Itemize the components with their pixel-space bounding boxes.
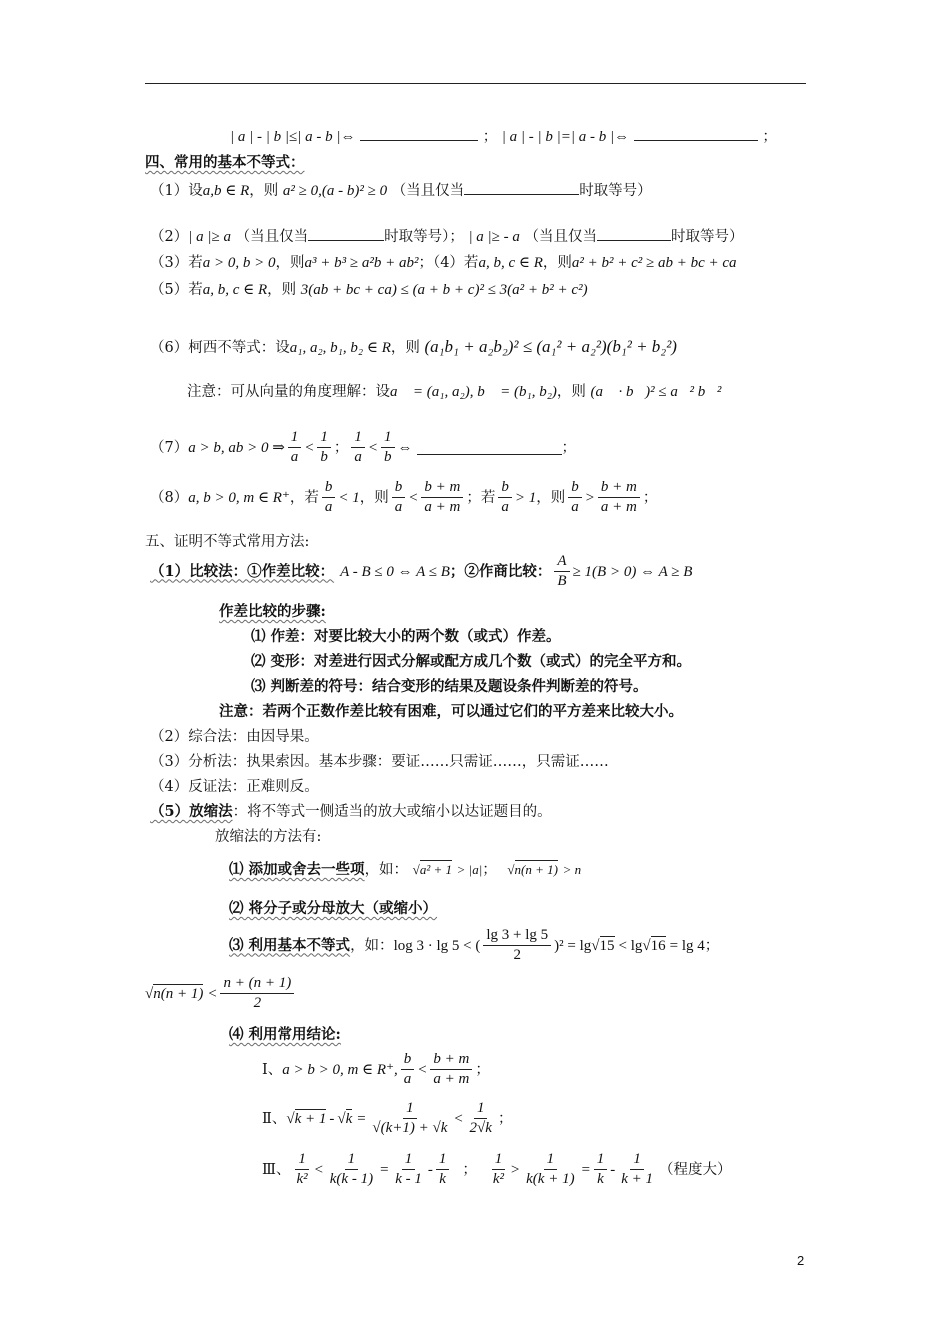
- roman-numeral: Ⅲ、: [262, 1161, 291, 1178]
- step-1: ⑴ 作差：对要比较大小的两个数（或式）作差。: [251, 628, 561, 645]
- formula: ⇔: [397, 439, 413, 456]
- formula: <: [207, 985, 218, 1002]
- fraction: $\frac{b + m}{a + m}$: [421, 478, 463, 517]
- text: ，则: [390, 340, 420, 356]
- scaling-3-cont: √n(n + 1) < $\frac{n + (n + 1)}{2}$: [145, 974, 297, 1013]
- fraction: $\frac{1}{k - 1}$: [395, 1151, 422, 1187]
- text: ，则: [536, 489, 566, 506]
- step-2: ⑵ 变形：对差进行因式分解或配方成几个数（或式）的完全平方和。: [251, 653, 692, 670]
- formula: =: [379, 1161, 390, 1178]
- formula: a, b > 0, m ∈ R⁺: [188, 489, 290, 506]
- abs-inequality-line: [230, 126, 777, 147]
- punct: ；: [462, 1161, 477, 1178]
- fraction: $\frac{b + m}{a + m}$: [598, 478, 640, 517]
- fraction: $\frac{1}{a}$: [351, 428, 365, 467]
- text: （6）柯西不等式：设: [150, 340, 290, 356]
- item-8: （8） a, b > 0, m ∈ R⁺ ，若 $\frac{b}{a}$ < 1 ，则 $\frac{b}{a}$ < $\frac{b + m}{a + m}$ ；若 $\frac{b}{a}$ > 1 ，则 $\frac{b}{a}$ > $\frac{b + m}{a + m}$ ；: [150, 479, 658, 515]
- fraction: $\frac{\lg 3 + \lg 5}{2}$: [483, 926, 551, 965]
- formula: a, b, c ∈ R: [202, 282, 268, 298]
- text: ；若: [466, 489, 496, 506]
- item-2: [150, 226, 744, 247]
- scaling-3: ⑶ 利用基本不等式 ，如： log 3 · lg 5 < ( $\frac{\lg 3 + \lg 5}{2}$ )² = lg √15 < lg √16 = lg 4 ；: [229, 927, 720, 963]
- punct: ；: [561, 439, 577, 456]
- punct: ；: [642, 489, 658, 506]
- formula: =: [580, 1161, 591, 1178]
- fraction: $\frac{b}{a}$: [392, 478, 406, 517]
- formula: a² + b² + c² ≥ ab + bc + ca: [571, 255, 737, 271]
- formula: <: [417, 1061, 428, 1078]
- punct: ；: [482, 862, 497, 878]
- formula: < lg: [618, 937, 643, 954]
- formula: a² ≥ 0,(a - b)² ≥ 0: [282, 183, 388, 199]
- fraction: $\frac{1}{k}$: [436, 1150, 450, 1189]
- formula: a > b, ab > 0 ⇒: [188, 439, 285, 456]
- blank-6[interactable]: [417, 440, 562, 455]
- punct: ；: [762, 129, 777, 145]
- item-1: [150, 180, 652, 201]
- section-5-heading: 五、证明不等式常用方法:: [145, 534, 310, 550]
- formula: a > b > 0, m ∈ R⁺,: [282, 1061, 398, 1078]
- fraction: $\frac{b}{a}$: [568, 478, 582, 517]
- fraction: $\frac{1}{b}$: [317, 428, 331, 467]
- formula: a⃗ = (a₁, a₂), b⃗ = (b₁, b₂): [390, 384, 557, 400]
- fraction: $\frac{1}{\text{k²}}$: [492, 1151, 505, 1187]
- method-2: （2）综合法：由因导果。: [150, 729, 319, 745]
- formula: -: [610, 1161, 616, 1178]
- formula: < 1: [338, 489, 360, 506]
- text: ，则: [249, 183, 279, 199]
- fraction: $\frac{n + (n + 1)}{2}$: [220, 974, 294, 1013]
- text: （7）: [150, 439, 189, 456]
- item-7: （7） a > b, ab > 0 ⇒ $\frac{1}{a}$ < $\frac{1}{b}$ ； $\frac{1}{a}$ < $\frac{1}{b}$ ⇔ ；: [150, 429, 577, 465]
- fraction: $\frac{b}{a}$: [322, 478, 336, 517]
- formula: > n: [562, 862, 582, 877]
- formula: A - B ≤ 0 ⇔ A ≤ B: [340, 563, 450, 580]
- formula: > 1: [514, 489, 537, 506]
- blank-2[interactable]: [634, 126, 758, 141]
- method-1: [150, 552, 692, 591]
- item-6-cauchy: [150, 337, 677, 358]
- text: ，则: [556, 384, 586, 400]
- text: 时取等号）；: [384, 229, 464, 245]
- formula: > |a|: [456, 862, 483, 877]
- fraction: $\frac{1}{b}$: [381, 428, 395, 467]
- fraction: $\frac{1}{√(k+1) + √k}$: [372, 1100, 448, 1136]
- text: 注意：可从向量的角度理解：设: [187, 384, 390, 400]
- formula: <: [453, 1110, 464, 1127]
- formula: log 3 · lg 5 < (: [393, 937, 481, 954]
- formula: <: [313, 1161, 324, 1178]
- formula: >: [510, 1161, 521, 1178]
- text: （程度大）: [658, 1161, 732, 1178]
- text: ，则: [275, 255, 305, 271]
- text: ，则: [267, 282, 297, 298]
- formula: -: [329, 1110, 335, 1127]
- text: （2）: [150, 229, 189, 245]
- scaling-1: ⑴ 添加或舍去一些项，如： √a² + 1 > |a|； √n(n + 1) > n: [229, 861, 582, 878]
- scaling-4: ⑷ 利用常用结论:: [229, 1026, 341, 1043]
- text: （当且仅当: [524, 229, 598, 245]
- formula: | a |≥ a: [188, 229, 231, 245]
- text: （当且仅当: [391, 183, 465, 199]
- formula: -: [427, 1161, 433, 1178]
- text: ，若: [289, 489, 319, 506]
- blank-3[interactable]: [464, 180, 579, 195]
- formula: )² = lg: [554, 937, 592, 954]
- text: （当且仅当: [235, 229, 309, 245]
- method-label: （5）放缩法: [150, 803, 233, 820]
- text: ：将不等式一侧适当的放大或缩小以达证题目的。: [232, 804, 552, 820]
- method-5: [150, 802, 552, 822]
- formula: | a |≥ - a: [468, 229, 520, 245]
- method-3: （3）分析法：执果索因。基本步骤：要证……只需证……，只需证……: [150, 754, 609, 770]
- punct: ；: [497, 1110, 513, 1127]
- punct: ；: [333, 439, 349, 456]
- fraction: $\frac{b}{a}$: [498, 478, 512, 517]
- item-3-4: [150, 253, 737, 273]
- page-number: 2: [797, 1253, 805, 1268]
- formula: a, b, c ∈ R: [478, 255, 543, 271]
- punct: ；: [475, 1061, 490, 1078]
- method-label: ⑴ 添加或舍去一些项: [229, 861, 365, 878]
- fraction: $\frac{1}{a}$: [288, 428, 302, 467]
- text: （1）设: [150, 183, 203, 199]
- item-5: [150, 280, 588, 300]
- text: ；（4）若: [418, 255, 479, 271]
- method-label: ；②作商比较：: [449, 562, 552, 580]
- formula: =: [356, 1110, 367, 1127]
- blank-5[interactable]: [597, 226, 671, 241]
- header-rule: [145, 83, 806, 84]
- text: ，则: [542, 255, 572, 271]
- conclusion-2: Ⅱ、 √k + 1 - √k = $\frac{1}{√(k+1) + √k}$ < $\frac{1}{2√k}$ ；: [262, 1100, 513, 1136]
- formula: a > 0, b > 0: [202, 255, 276, 271]
- steps-title: 作差比较的步骤:: [219, 603, 326, 620]
- fraction: $\frac{1}{k(k - 1)}$: [329, 1151, 374, 1187]
- text: ，如：: [350, 937, 394, 954]
- fraction: $\frac{A}{B}$: [554, 552, 569, 591]
- method-label: ⑶ 利用基本不等式: [229, 936, 351, 954]
- blank-4[interactable]: [308, 226, 384, 241]
- text: 时取等号）: [579, 183, 652, 199]
- abs-ineq-1: | a | - | b |≤| a - b |⇔: [230, 129, 356, 145]
- steps-note: 注意：若两个正数作差比较有困难，可以通过它们的平方差来比较大小。: [219, 703, 683, 720]
- blank-1[interactable]: [360, 126, 478, 141]
- section-4-heading: 四、常用的基本不等式：: [145, 154, 305, 171]
- fraction: $\frac{1}{k}$: [594, 1150, 608, 1189]
- formula: ≥ 1(B > 0) ⇔ A ≥ B: [572, 563, 693, 580]
- fraction: $\frac{1}{\text{k²}}$: [296, 1151, 308, 1187]
- roman-numeral: Ⅱ、: [262, 1110, 287, 1127]
- abs-ineq-2: | a | - | b |=| a - b |⇔: [501, 129, 630, 145]
- punct: ；: [482, 129, 498, 145]
- fraction: $\frac{1}{k + 1}$: [621, 1151, 653, 1187]
- conclusion-3: [262, 1150, 731, 1189]
- text: （8）: [150, 489, 189, 506]
- method-4: （4）反证法：正难则反。: [150, 779, 319, 795]
- formula: (a₁b₁ + a₂b₂)² ≤ (a₁² + a₂²)(b₁² + b₂²): [424, 337, 677, 356]
- formula: a₁, a₂, b₁, b₂ ∈ R: [289, 340, 391, 356]
- scaling-title: 放缩法的方法有:: [215, 829, 322, 845]
- fraction: $\frac{1}{k(k + 1)}$: [526, 1151, 575, 1187]
- conclusion-1: [262, 1050, 490, 1089]
- item-6-note: [187, 382, 721, 402]
- punct: ；: [704, 937, 720, 954]
- text: 时取等号）: [671, 229, 744, 245]
- formula: (a⃗ · b⃗)² ≤ a⃗² b⃗²: [590, 384, 722, 400]
- formula: = lg 4: [669, 937, 705, 954]
- fraction: $\frac{b}{a}$: [401, 1050, 415, 1089]
- formula: 3(ab + bc + ca) ≤ (a + b + c)² ≤ 3(a² + b² + c²): [300, 282, 588, 298]
- text: ，则: [359, 489, 389, 506]
- method-label: （1）比较法：①作差比较：: [150, 562, 335, 580]
- text: ，如：: [364, 862, 409, 878]
- fraction: $\frac{1}{2√k}$: [469, 1100, 492, 1136]
- formula: a³ + b³ ≥ a²b + ab²: [304, 255, 419, 271]
- formula: a,b ∈ R: [202, 183, 250, 199]
- scaling-2: ⑵ 将分子或分母放大（或缩小）: [229, 900, 438, 917]
- text: （3）若: [150, 255, 203, 271]
- fraction: $\frac{b + m}{a + m}$: [430, 1050, 472, 1089]
- roman-numeral: Ⅰ、: [262, 1061, 283, 1078]
- step-3: ⑶ 判断差的符号：结合变形的结果及题设条件判断差的符号。: [251, 678, 648, 695]
- text: （5）若: [150, 282, 203, 298]
